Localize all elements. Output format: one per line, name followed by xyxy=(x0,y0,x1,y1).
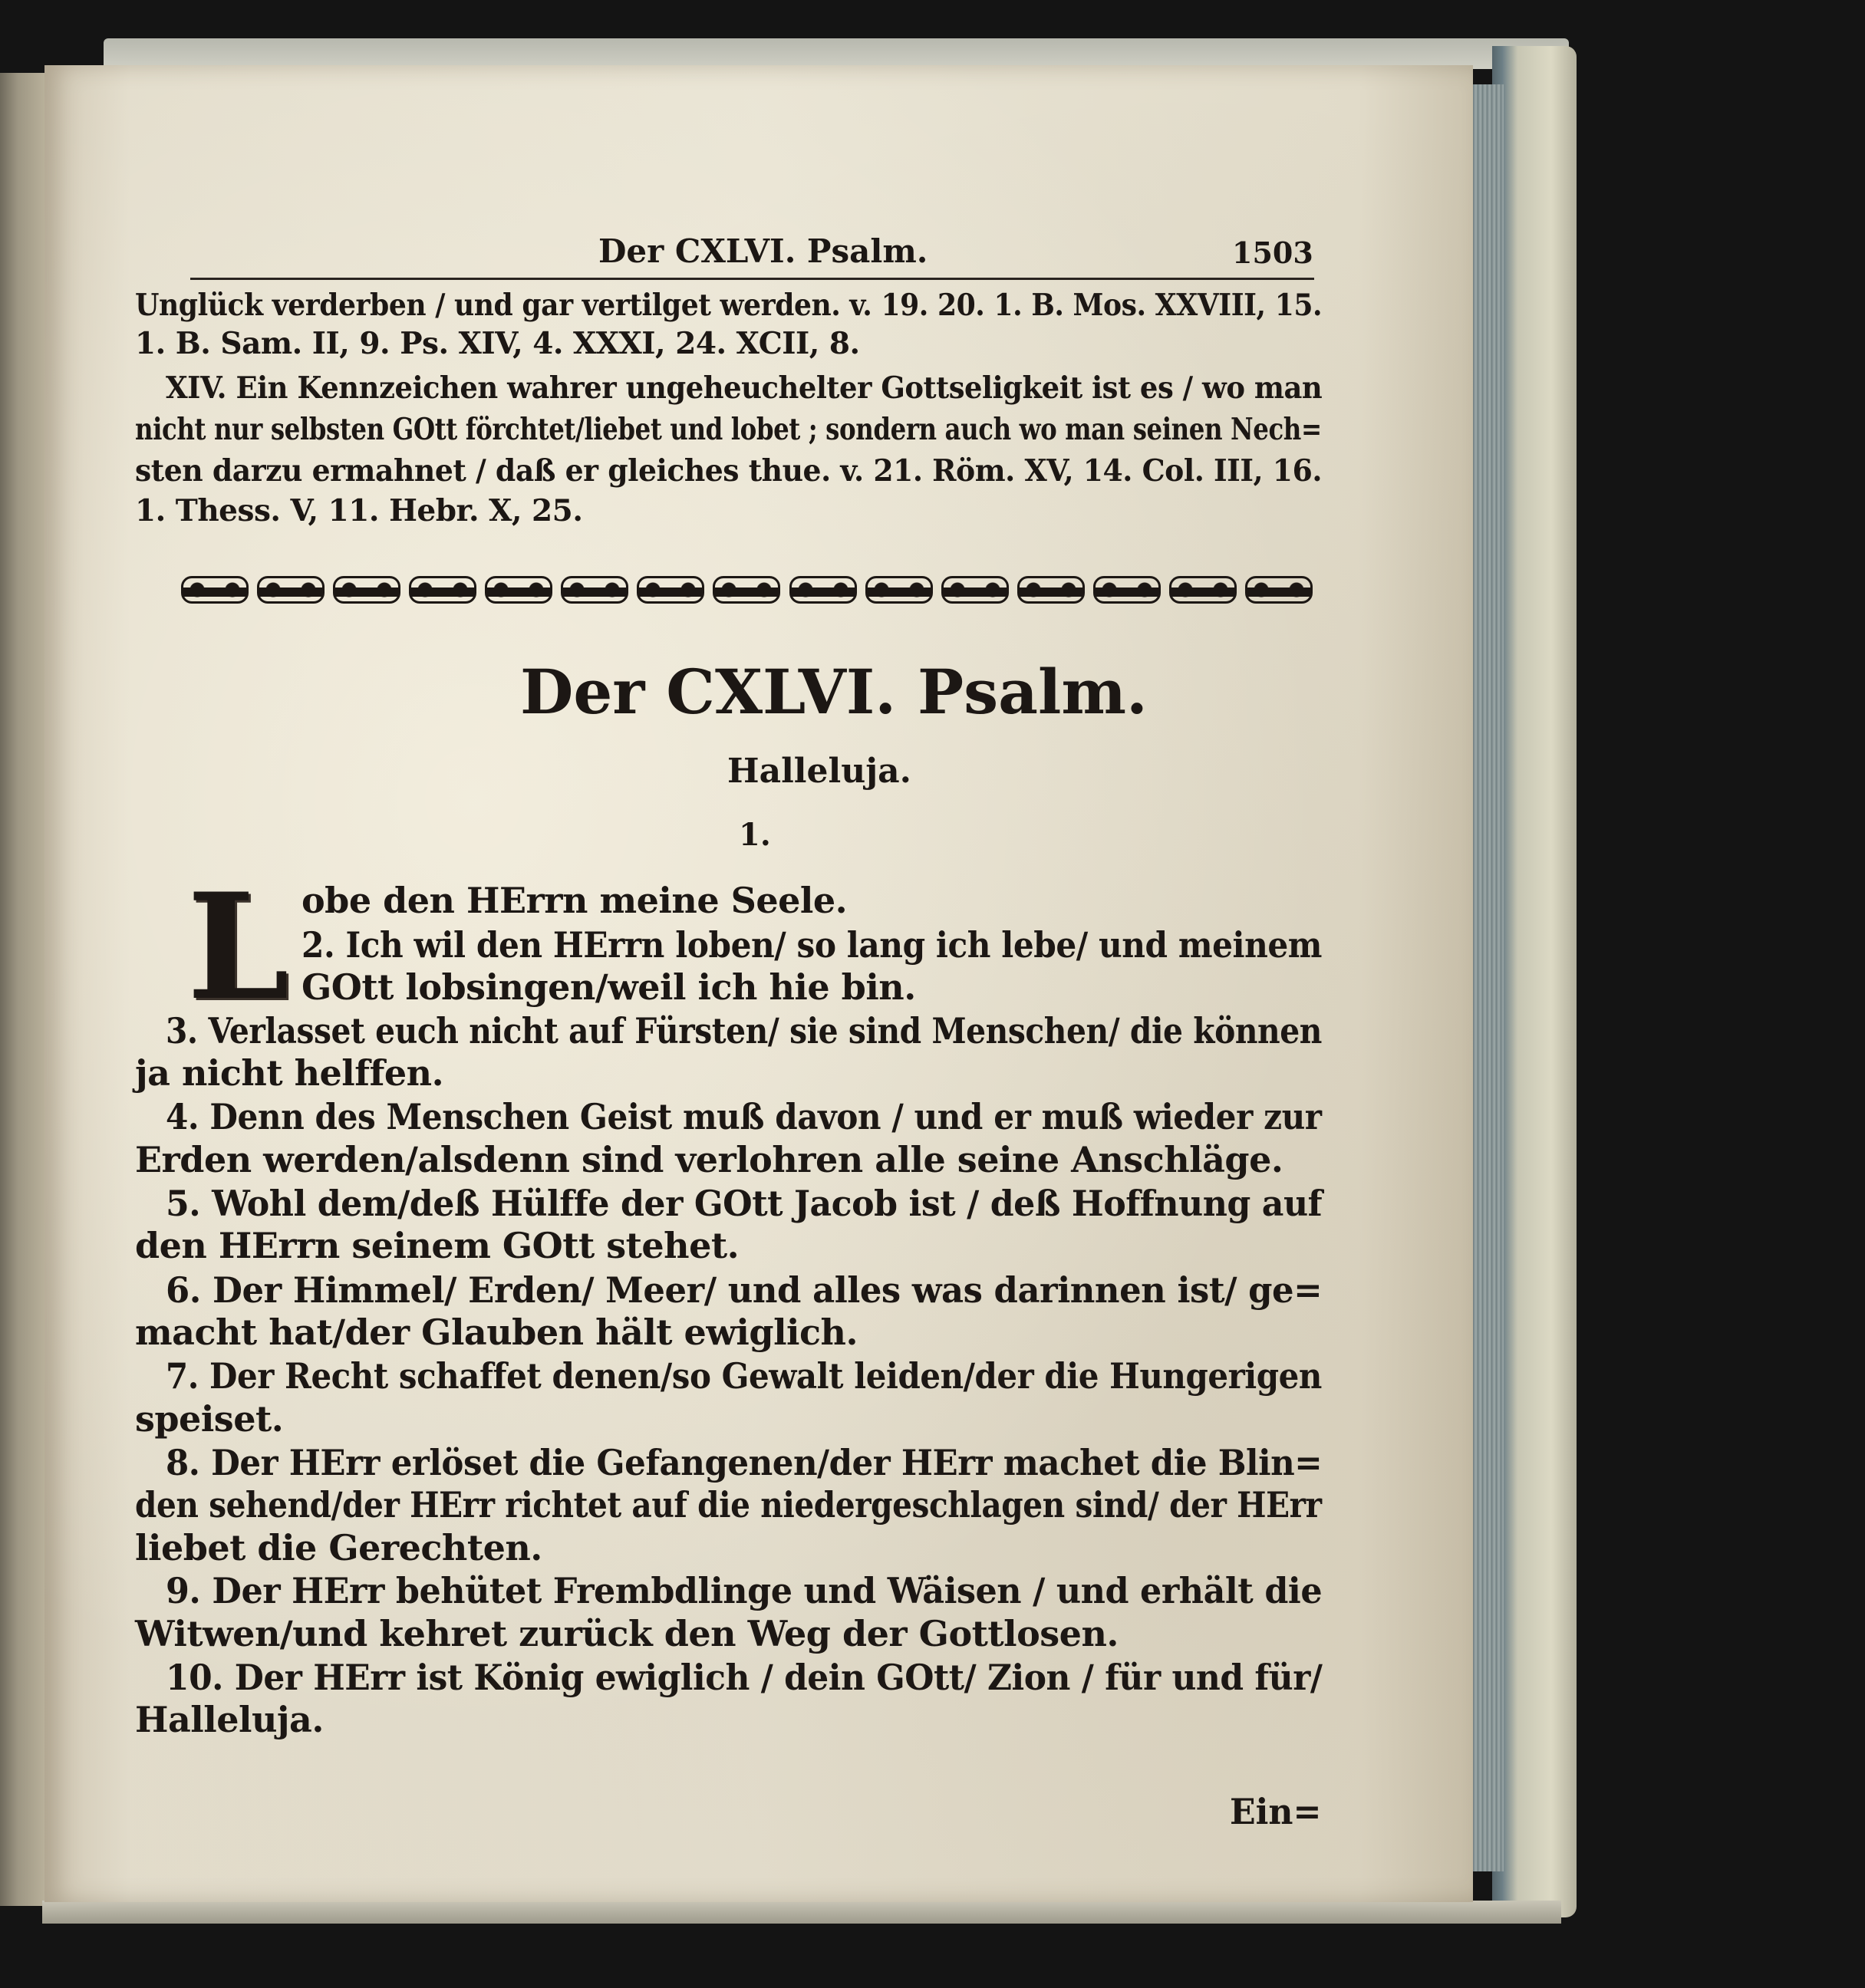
verse-line: 7. Der Recht schaffet denen/so Gewalt leiden/der die Hungerigen xyxy=(166,1355,1322,1397)
verse-line: liebet die Gerechten. xyxy=(135,1527,542,1568)
commentary-line: Unglück verderben / und gar vertilget werden. v. 19. 20. 1. B. Mos. XXVIII, 15. xyxy=(135,288,1323,323)
ornament-piece xyxy=(561,576,628,604)
ornament-piece xyxy=(637,576,704,604)
ornament-piece xyxy=(865,576,933,604)
verse-line: Witwen/und kehret zurück den Weg der Gottlosen. xyxy=(135,1613,1119,1654)
book-page xyxy=(44,65,1473,1902)
verse-line: 5. Wohl dem/deß Hülffe der GOtt Jacob ist / deß Hoffnung auf xyxy=(166,1183,1323,1224)
page-number: 1503 xyxy=(1232,235,1313,270)
ornament-piece xyxy=(1017,576,1085,604)
verse-line: Halleluja. xyxy=(135,1699,324,1740)
verse-line: den HErrn seinem GOtt stehet. xyxy=(135,1225,740,1266)
ornament-piece xyxy=(941,576,1009,604)
commentary-line: sten darzu ermahnet / daß er gleiches thue. v. 21. Röm. XV, 14. Col. III, 16. xyxy=(135,453,1323,489)
ornament-piece xyxy=(333,576,400,604)
ornament-piece xyxy=(713,576,780,604)
ornament-piece xyxy=(1093,576,1161,604)
commentary-line: 1. Thess. V, 11. Hebr. X, 25. xyxy=(135,493,583,528)
drop-cap: L xyxy=(186,861,290,1032)
ornament-piece xyxy=(485,576,552,604)
verse-line: 6. Der Himmel/ Erden/ Meer/ und alles was darinnen ist/ ge= xyxy=(166,1269,1323,1311)
ornamental-divider xyxy=(181,573,1313,607)
commentary-line: XIV. Ein Kennzeichen wahrer ungeheuchelter Gottseligkeit ist es / wo man xyxy=(166,370,1323,406)
verse-line: 9. Der HErr behütet Frembdlinge und Wäisen / und erhält die xyxy=(166,1570,1323,1611)
ornament-piece xyxy=(181,576,249,604)
ornament-piece xyxy=(789,576,857,604)
ornament-piece xyxy=(409,576,476,604)
ornament-piece xyxy=(1245,576,1313,604)
book-cover-right xyxy=(1492,46,1577,1917)
left-page-edge xyxy=(0,73,44,1906)
verse-line: 4. Denn des Menschen Geist muß davon / und er muß wieder zur xyxy=(166,1096,1322,1137)
verse-line: den sehend/der HErr richtet auf die niedergeschlagen sind/ der HErr xyxy=(135,1484,1322,1526)
verse-line: GOtt lobsingen/weil ich hie bin. xyxy=(301,966,916,1008)
verse-line: macht hat/der Glauben hält ewiglich. xyxy=(135,1312,858,1353)
section-number: 1. xyxy=(739,817,771,853)
commentary-line: 1. B. Sam. II, 9. Ps. XIV, 4. XXXI, 24. XCII, 8. xyxy=(135,326,860,361)
psalm-title: Der CXLVI. Psalm. xyxy=(520,656,1148,728)
verse-line: speiset. xyxy=(135,1398,284,1440)
catchword: Ein= xyxy=(1230,1791,1322,1832)
commentary-line: nicht nur selbsten GOtt förchtet/liebet und lobet ; sondern auch wo man seinen Nech= xyxy=(135,412,1322,447)
verse-line: ja nicht helffen. xyxy=(135,1052,444,1094)
header-rule xyxy=(190,278,1314,280)
page-block-edge xyxy=(1469,84,1504,1871)
verse-line: 3. Verlasset euch nicht auf Fürsten/ sie sind Menschen/ die können xyxy=(166,1010,1322,1052)
verse-line: 8. Der HErr erlöset die Gefangenen/der HErr machet die Blin= xyxy=(166,1442,1323,1483)
verse-line: obe den HErrn meine Seele. xyxy=(301,880,848,921)
ornament-piece xyxy=(257,576,325,604)
verse-line: 2. Ich wil den HErrn loben/ so lang ich lebe/ und meinem xyxy=(301,924,1323,966)
running-head: Der CXLVI. Psalm. xyxy=(598,232,928,270)
book-cover-bottom xyxy=(42,1901,1561,1924)
ornament-piece xyxy=(1169,576,1237,604)
book-cover-top xyxy=(104,38,1569,69)
psalm-subtitle: Halleluja. xyxy=(727,752,911,791)
verse-line: Erden werden/alsdenn sind verlohren alle seine Anschläge. xyxy=(135,1139,1283,1180)
verse-line: 10. Der HErr ist König ewiglich / dein GOtt/ Zion / für und für/ xyxy=(166,1657,1323,1698)
